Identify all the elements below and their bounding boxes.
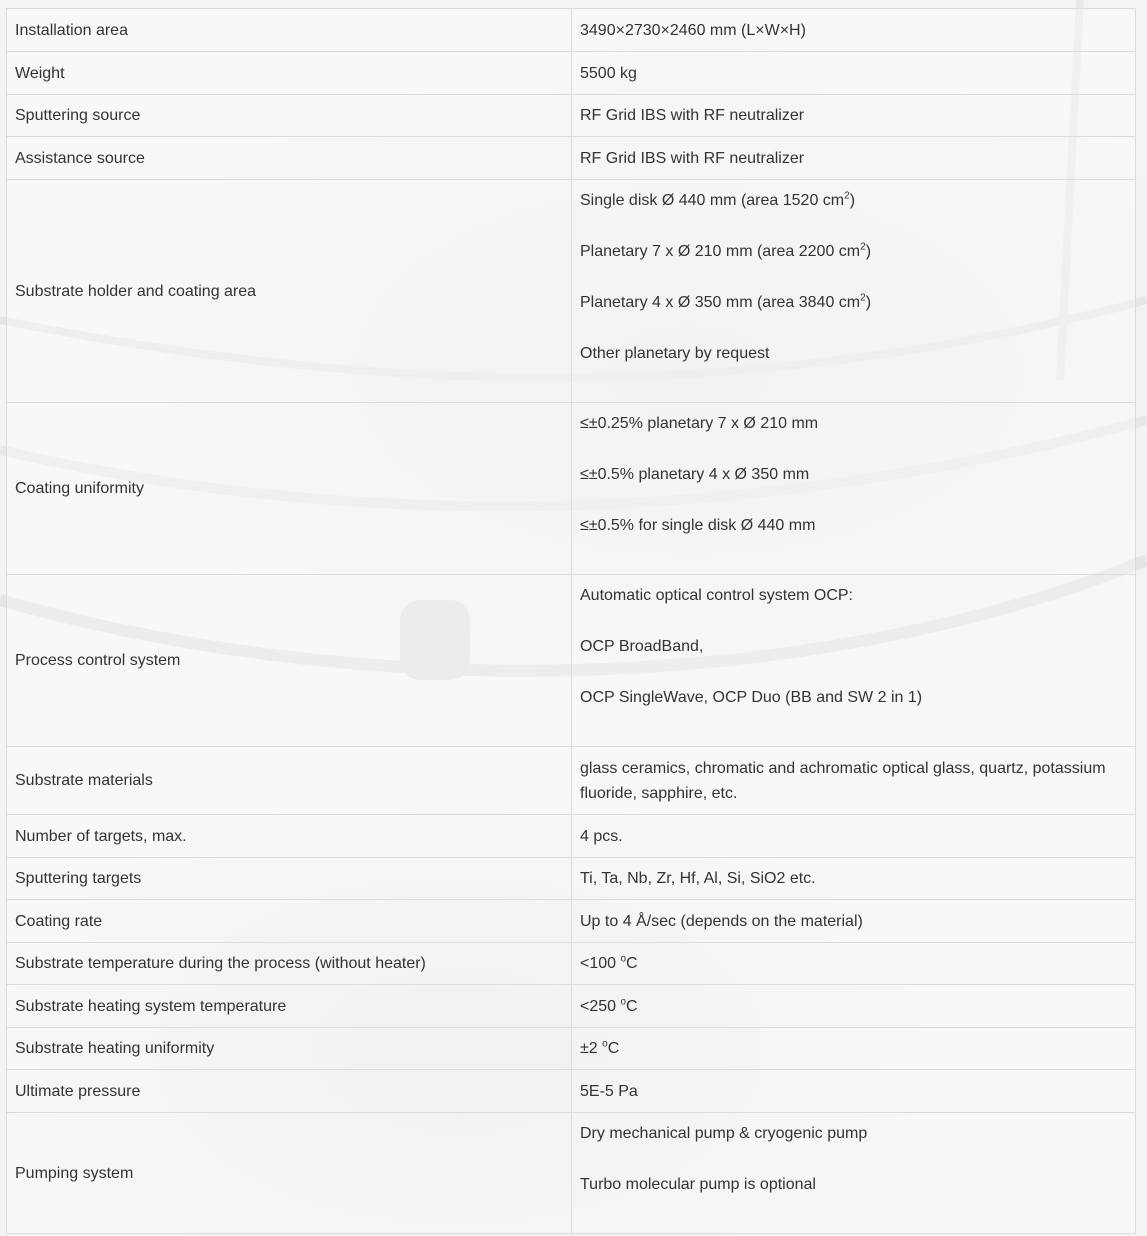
table-row: [7, 985, 1136, 1028]
spec-value: [572, 180, 1136, 403]
spec-value: 3490×2730×2460 mm (L×W×H): [572, 9, 1136, 52]
spec-value: [572, 1113, 1136, 1234]
specifications-table: [6, 8, 1136, 1234]
spec-value-line: Planetary 7 x Ø 210 mm (area 2200 $cm^2$): [580, 241, 872, 260]
spec-value: ±2 $^o$C: [572, 1028, 1136, 1070]
table-row: [7, 95, 1136, 137]
spec-value: Ti, Ta, Nb, Zr, Hf, Al, Si, SiO2 etc.: [572, 858, 1136, 900]
spec-value: [572, 403, 1136, 575]
spec-value: Up to 4 Å/sec (depends on the material): [572, 900, 1136, 943]
spec-value: [572, 575, 1136, 747]
spec-value-line: Single disk Ø 440 mm (area 1520 $cm^2$): [580, 190, 856, 209]
table-row: [7, 1070, 1136, 1113]
spec-value-line: Automatic optical control system OCP:: [580, 587, 853, 604]
table-row: [7, 858, 1136, 900]
spec-label: Installation area: [7, 9, 572, 52]
spec-value: 5500 kg: [572, 52, 1136, 95]
spec-value: <100 $^o$C: [572, 943, 1136, 985]
table-row: [7, 180, 1136, 403]
table-row: [7, 747, 1136, 815]
spec-label: Number of targets, max.: [7, 815, 572, 858]
spec-value-line: ≤±0.25% planetary 7 x Ø 210 mm: [580, 415, 819, 432]
spec-label: Coating rate: [7, 900, 572, 943]
spec-label: Substrate holder and coating area: [7, 180, 572, 403]
spec-value-line: Turbo molecular pump is optional: [580, 1176, 816, 1193]
table-row: [7, 575, 1136, 747]
table-row: [7, 1028, 1136, 1070]
table-row: [7, 1113, 1136, 1234]
table-row: [7, 9, 1136, 52]
spec-label: Ultimate pressure: [7, 1070, 572, 1113]
spec-label: Weight: [7, 52, 572, 95]
spec-label: Substrate materials: [7, 747, 572, 815]
spec-value-line: OCP BroadBand,: [580, 638, 704, 655]
spec-value: 5E-5 Pa: [572, 1070, 1136, 1113]
spec-value-line: Planetary 4 x Ø 350 mm (area 3840 $cm^2$): [580, 292, 872, 311]
table-row: [7, 900, 1136, 943]
spec-value-line: Dry mechanical pump & cryogenic pump: [580, 1125, 868, 1142]
spec-value-line: Other planetary by request: [580, 345, 770, 362]
spec-label: Pumping system: [7, 1113, 572, 1234]
spec-label: Process control system: [7, 575, 572, 747]
spec-value: 4 pcs.: [572, 815, 1136, 858]
table-row: [7, 137, 1136, 180]
spec-label: Assistance source: [7, 137, 572, 180]
spec-label: Coating uniformity: [7, 403, 572, 575]
table-row: [7, 52, 1136, 95]
spec-label: Substrate heating uniformity: [7, 1028, 572, 1070]
table-row: [7, 943, 1136, 985]
spec-label: Sputtering source: [7, 95, 572, 137]
table-row: [7, 815, 1136, 858]
spec-value-line: ≤±0.5% for single disk Ø 440 mm: [580, 517, 816, 534]
spec-value-line: OCP SingleWave, OCP Duo (BB and SW 2 in 1): [580, 689, 923, 706]
spec-label: Substrate temperature during the process (without heater): [7, 943, 572, 985]
spec-value-line: ≤±0.5% planetary 4 x Ø 350 mm: [580, 466, 810, 483]
spec-label: Sputtering targets: [7, 858, 572, 900]
spec-value: RF Grid IBS with RF neutralizer: [572, 137, 1136, 180]
spec-label: Substrate heating system temperature: [7, 985, 572, 1028]
spec-value: RF Grid IBS with RF neutralizer: [572, 95, 1136, 137]
spec-value: glass ceramics, chromatic and achromatic optical glass, quartz, potassium fluoride, sapphire, etc.: [572, 747, 1136, 815]
spec-value: <250 $^o$C: [572, 985, 1136, 1028]
table-row: [7, 403, 1136, 575]
